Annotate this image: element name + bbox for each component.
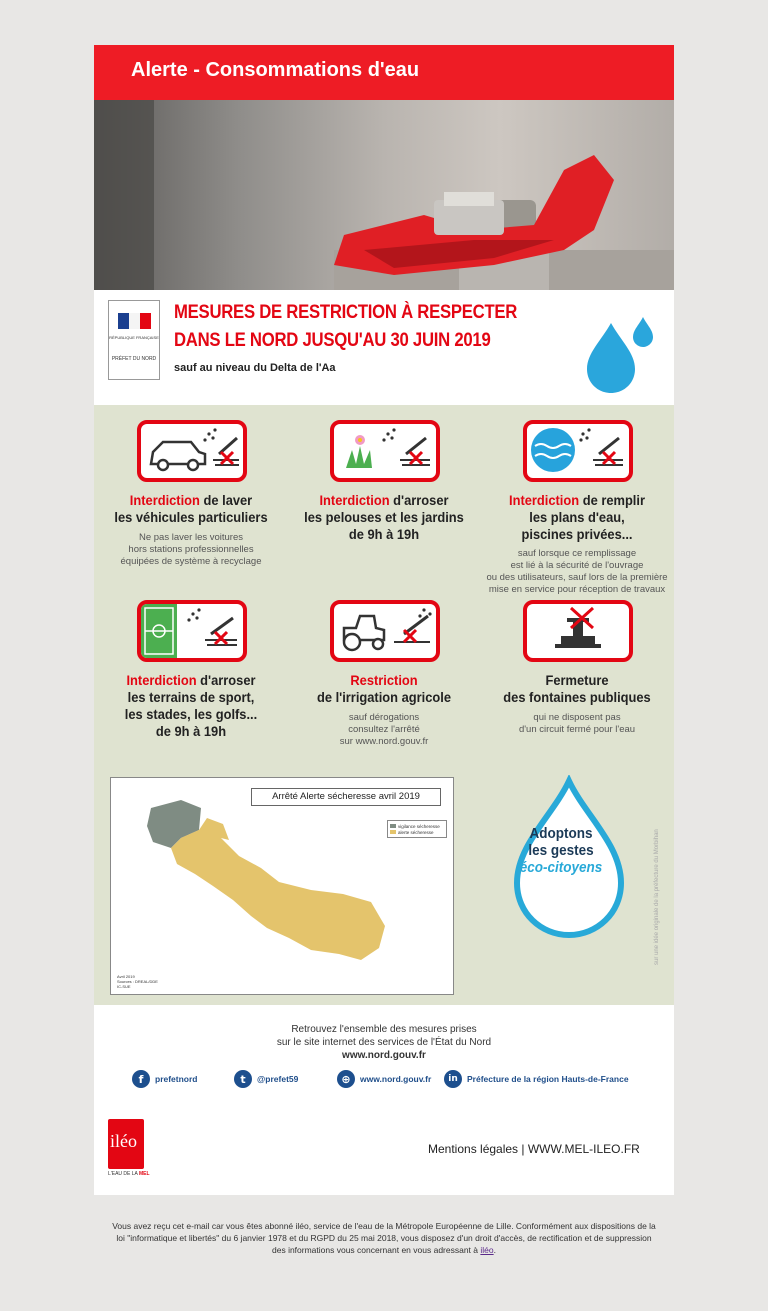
footer-url[interactable]: www.nord.gouv.fr [342,1050,426,1061]
pool-filling-icon [523,420,633,482]
social-links [132,1070,652,1090]
eco-drop-text: Adoptons les gestes éco-citoyens [519,825,603,876]
legal-link[interactable]: Mentions légales | WWW.MEL-ILEO.FR [428,1142,640,1156]
tractor-irrigation-icon [330,600,440,662]
measure-desc: sauf dérogations consultez l'arrêté sur www.nord.gouv.fr [339,712,429,747]
measure-desc: Ne pas laver les voitures hors stations professionnelles équipées de système à recyclage [120,532,262,567]
banner-title: Alerte - Consommations d'eau [131,59,420,81]
disclaimer: Vous avez reçu cet e-mail car vous êtes abonné iléo, service de l'eau de la Métropole Européenne de Lille. Conformément aux dispositions de la loi "informatique et libertés" du 6 janvier 1978 et du RGPD du 25 mai 2018, vous disposez d'un droit d'accès, de rectification et de suppression des informations vous concernant en vous adressant à iléo. [112,1221,656,1255]
linkedin-icon: in [444,1070,462,1088]
ileo-tagline: L'EAU DE LA MEL [108,1171,150,1177]
globe-icon: ⊕ [337,1070,355,1088]
alert-banner [94,45,674,100]
legend-item-vigilance: vigilance sécheresse [390,823,444,829]
measure-title: Restriction de l'irrigation agricole [316,672,452,705]
social-twitter[interactable]: t @prefet59 [234,1070,298,1088]
facebook-icon: f [132,1070,150,1088]
legend-item-alerte: alerte sécheresse [390,829,444,835]
notice-subtitle: sauf au niveau du Delta de l'Aa [174,362,336,374]
social-linkedin[interactable]: in Préfecture de la région Hauts-de-France [444,1070,629,1088]
notice-title-line2: DANS LE NORD JUSQU'AU 30 JUIN 2019 [174,330,491,351]
garden-watering-icon [330,420,440,482]
restriction-header [94,290,674,405]
measure-title: Interdiction de laver les véhicules particuliers [114,492,268,525]
measures-panel [94,405,674,1005]
sports-field-icon [137,600,247,662]
map-legend [387,820,447,838]
notice-title-line1: MESURES DE RESTRICTION À RESPECTER [174,302,518,323]
twitter-icon: t [234,1070,252,1088]
measure-title: Interdiction d'arroser les terrains de sport, les stades, les golfs... de 9h à 19h [124,672,258,739]
car-wash-icon [137,420,247,482]
prefecture-caption: PRÉFET DU NORD [111,356,157,362]
republic-label: RÉPUBLIQUE FRANÇAISE [109,335,159,340]
measure-desc: qui ne disposent pas d'un circuit fermé pour l'eau [518,712,636,735]
measure-desc: sauf lorsque ce remplissage est lié à la sécurité de l'ouvrage ou des utilisateurs, sauf lors de la première mise en service pour réception de travaux [486,548,668,595]
water-drops-icon [579,315,659,395]
footer-info: Retrouvez l'ensemble des mesures prises sur le site internet des services de l'État du Nord www.nord.gouv.fr [276,1024,492,1061]
measure-title: Interdiction de remplir les plans d'eau, piscines privées... [508,492,645,542]
prefecture-logo [108,300,160,380]
map-title: Arrêté Alerte sécheresse avril 2019 [251,788,441,806]
measure-title: Interdiction d'arroser les pelouses et les jardins de 9h à 19h [304,492,464,542]
measure-title: Fermeture des fontaines publiques [503,672,651,705]
credit-note: sur une idée originale de la préfecture du Morbihan [654,829,660,965]
ileo-wordmark: iléo [110,1131,137,1151]
ileo-contact-link[interactable]: iléo [480,1245,494,1255]
drought-map [110,777,454,995]
fountain-icon [523,600,633,662]
newsletter-card [94,45,674,1195]
map-footnote: Avril 2019 Sources : DREAL/DDE IC-SUE [117,974,158,989]
social-facebook[interactable]: f prefetnord [132,1070,198,1088]
social-website[interactable]: ⊕ www.nord.gouv.fr [337,1070,431,1088]
